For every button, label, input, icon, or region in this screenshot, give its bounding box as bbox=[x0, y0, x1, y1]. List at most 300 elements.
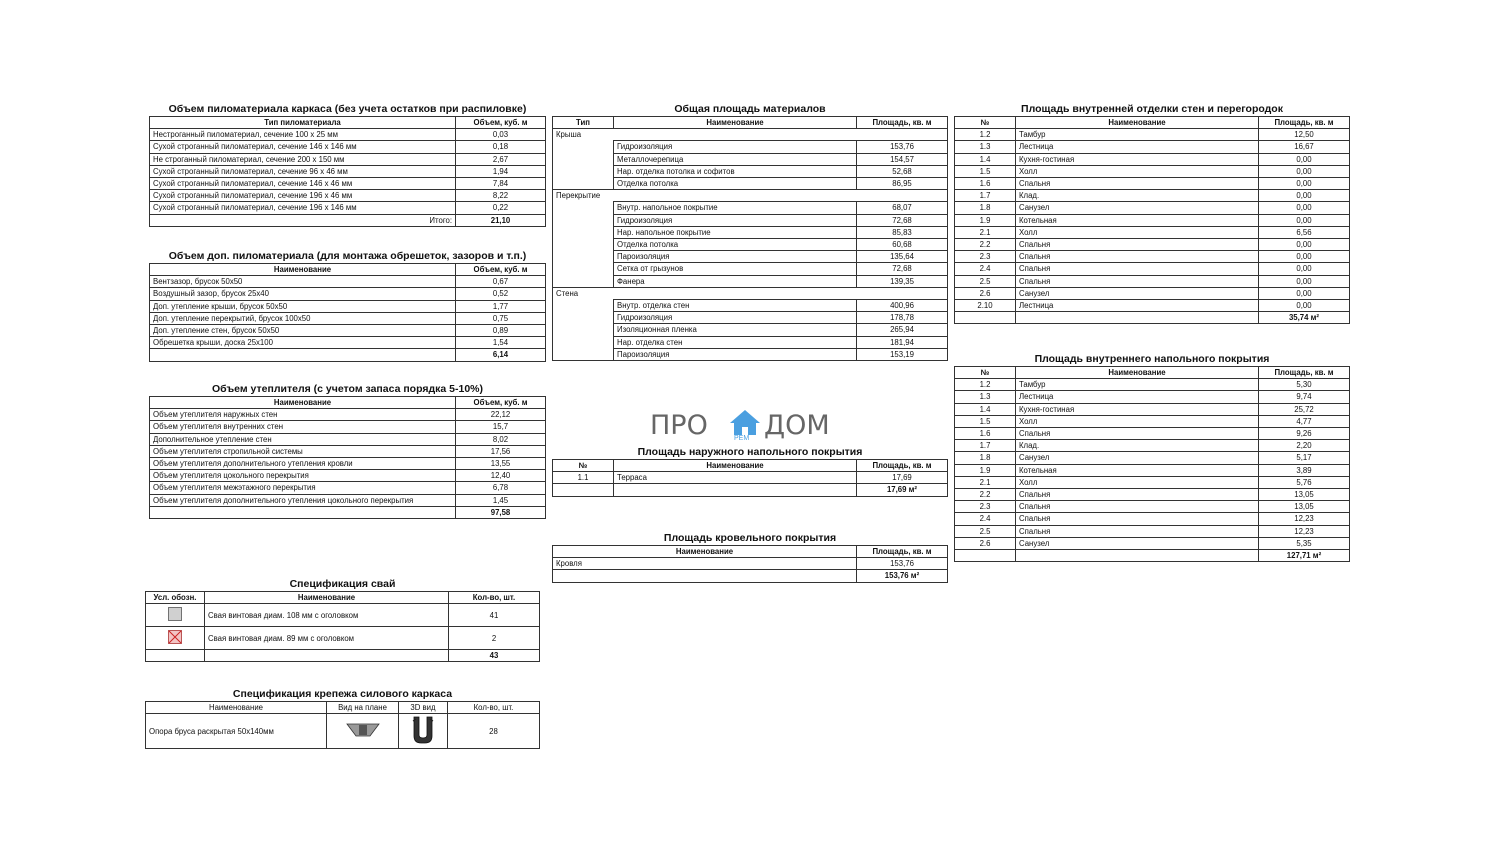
table-row bbox=[150, 288, 546, 300]
pile-qty: 2 bbox=[449, 627, 540, 650]
table-cell bbox=[553, 214, 614, 226]
column-header: 3D вид bbox=[399, 702, 448, 714]
table-cell bbox=[553, 226, 614, 238]
table-row bbox=[150, 337, 546, 349]
pile-name: Свая винтовая диам. 108 мм с оголовком bbox=[205, 604, 449, 627]
table-cell: 3,89 bbox=[1259, 464, 1350, 476]
table-row bbox=[150, 494, 546, 506]
lumber-table bbox=[149, 116, 546, 227]
table-row bbox=[150, 276, 546, 288]
table-row bbox=[955, 525, 1350, 537]
table-row bbox=[150, 129, 546, 141]
table-row bbox=[150, 153, 546, 165]
table-row bbox=[150, 409, 546, 421]
table-cell: Спальня bbox=[1016, 489, 1259, 501]
table-cell: Спальня bbox=[1016, 275, 1259, 287]
table-row bbox=[955, 513, 1350, 525]
table-cell: 265,94 bbox=[857, 324, 948, 336]
table-cell: 2.2 bbox=[955, 489, 1016, 501]
total-row bbox=[553, 484, 948, 496]
column-header: № bbox=[955, 367, 1016, 379]
column-header: Наименование bbox=[150, 397, 456, 409]
column-header: Объем, куб. м bbox=[456, 397, 546, 409]
table-row bbox=[955, 275, 1350, 287]
table-cell: 0,00 bbox=[1259, 239, 1350, 251]
indoor-floor-section bbox=[954, 353, 1350, 562]
table-cell: Объем утеплителя наружных стен bbox=[150, 409, 456, 421]
piles-title: Спецификация свай bbox=[289, 578, 396, 590]
bracket-plan-icon bbox=[346, 723, 380, 737]
table-row bbox=[955, 501, 1350, 513]
table-cell: Клад. bbox=[1016, 440, 1259, 452]
table-cell: 21,10 bbox=[456, 214, 546, 226]
table-cell: 153,76 м² bbox=[857, 570, 948, 582]
table-cell: Внутр. отделка стен bbox=[614, 300, 857, 312]
table-cell: 5,76 bbox=[1259, 476, 1350, 488]
piles-table bbox=[145, 591, 540, 662]
column-header: Наименование bbox=[614, 117, 857, 129]
table-cell: 135,64 bbox=[857, 251, 948, 263]
table-cell: Объем утеплителя цокольного перекрытия bbox=[150, 470, 456, 482]
table-cell: Кровля bbox=[553, 558, 857, 570]
table-cell: Сухой строганный пиломатериал, сечение 146 х 146 мм bbox=[150, 141, 456, 153]
table-cell: 139,35 bbox=[857, 275, 948, 287]
table-cell: Стена bbox=[553, 287, 948, 299]
table-cell: Холл bbox=[1016, 226, 1259, 238]
table-cell: 2,67 bbox=[456, 153, 546, 165]
table-cell bbox=[553, 153, 614, 165]
table-row bbox=[553, 251, 948, 263]
extra-lumber-section bbox=[149, 250, 546, 362]
table-row bbox=[955, 464, 1350, 476]
table-cell bbox=[553, 324, 614, 336]
walls-table bbox=[954, 116, 1350, 324]
table-cell: Спальня bbox=[1016, 525, 1259, 537]
table-row bbox=[955, 287, 1350, 299]
table-cell: 52,68 bbox=[857, 165, 948, 177]
table-cell: Тамбур bbox=[1016, 379, 1259, 391]
table-row bbox=[955, 190, 1350, 202]
table-cell: Нар. напольное покрытие bbox=[614, 226, 857, 238]
table-cell: 0,67 bbox=[456, 276, 546, 288]
table-cell: Лестница bbox=[1016, 391, 1259, 403]
table-cell bbox=[553, 570, 857, 582]
table-cell: 4,77 bbox=[1259, 415, 1350, 427]
table-row bbox=[553, 178, 948, 190]
table-cell: Сухой строганный пиломатериал, сечение 196 х 146 мм bbox=[150, 202, 456, 214]
table-cell: Отделка потолка bbox=[614, 178, 857, 190]
table-cell: Нар. отделка стен bbox=[614, 336, 857, 348]
table-cell: Гидроизоляция bbox=[614, 141, 857, 153]
total-row bbox=[553, 570, 948, 582]
table-cell: 97,58 bbox=[456, 506, 546, 518]
outdoor-floor-section bbox=[552, 446, 948, 497]
group-row bbox=[553, 287, 948, 299]
column-header: Тип bbox=[553, 117, 614, 129]
materials-section bbox=[552, 103, 948, 361]
fasteners-title: Спецификация крепежа силового каркаса bbox=[232, 688, 453, 700]
group-row bbox=[553, 190, 948, 202]
table-row bbox=[955, 452, 1350, 464]
indoor-floor-table bbox=[954, 366, 1350, 562]
table-row bbox=[955, 415, 1350, 427]
table-cell: Фанера bbox=[614, 275, 857, 287]
table-cell: Нар. отделка потолка и софитов bbox=[614, 165, 857, 177]
column-header: Площадь, кв. м bbox=[857, 117, 948, 129]
table-cell: Крыша bbox=[553, 129, 948, 141]
table-cell: 0,00 bbox=[1259, 251, 1350, 263]
table-cell: 8,22 bbox=[456, 190, 546, 202]
table-cell: 1.4 bbox=[955, 153, 1016, 165]
lumber-title: Объем пиломатериала каркаса (без учета остатков при распиловке) bbox=[168, 103, 527, 115]
table-cell: 0,03 bbox=[456, 129, 546, 141]
table-cell: 2.6 bbox=[955, 537, 1016, 549]
column-header: Тип пиломатериала bbox=[150, 117, 456, 129]
table-cell: 0,00 bbox=[1259, 275, 1350, 287]
table-cell: 2.6 bbox=[955, 287, 1016, 299]
table-cell: 8,02 bbox=[456, 433, 546, 445]
table-cell: 2.5 bbox=[955, 525, 1016, 537]
table-cell: Доп. утепление крыши, брусок 50х50 bbox=[150, 300, 456, 312]
table-row bbox=[955, 153, 1350, 165]
insulation-title: Объем утеплителя (с учетом запаса порядка 5-10%) bbox=[211, 383, 484, 395]
pile-89-symbol-icon bbox=[168, 630, 182, 644]
table-cell bbox=[553, 165, 614, 177]
svg-text:ПРО: ПРО bbox=[650, 410, 708, 441]
table-row bbox=[146, 627, 540, 650]
table-row bbox=[955, 263, 1350, 275]
table-row bbox=[955, 129, 1350, 141]
table-cell: Холл bbox=[1016, 476, 1259, 488]
table-cell: Котельная bbox=[1016, 464, 1259, 476]
table-cell: Нестроганный пиломатериал, сечение 100 х 25 мм bbox=[150, 129, 456, 141]
table-cell: Терраса bbox=[614, 472, 857, 484]
table-cell: 2.4 bbox=[955, 263, 1016, 275]
table-cell bbox=[1016, 550, 1259, 562]
table-cell: 2.2 bbox=[955, 239, 1016, 251]
table-cell: 1,94 bbox=[456, 165, 546, 177]
table-cell: 1.6 bbox=[955, 178, 1016, 190]
table-cell: Спальня bbox=[1016, 263, 1259, 275]
table-cell: 12,40 bbox=[456, 470, 546, 482]
outdoor-floor-table bbox=[552, 459, 948, 497]
table-cell: Тамбур bbox=[1016, 129, 1259, 141]
table-cell: 72,68 bbox=[857, 263, 948, 275]
pile-qty: 41 bbox=[449, 604, 540, 627]
roofing-section bbox=[552, 532, 948, 583]
table-cell: 2.3 bbox=[955, 251, 1016, 263]
table-cell: 86,95 bbox=[857, 178, 948, 190]
table-cell: 9,74 bbox=[1259, 391, 1350, 403]
fastener-name: Опора бруса раскрытая 50х140мм bbox=[146, 714, 327, 749]
column-header: Наименование bbox=[1016, 367, 1259, 379]
table-cell: 12,23 bbox=[1259, 513, 1350, 525]
table-cell: 181,94 bbox=[857, 336, 948, 348]
column-header: Объем, куб. м bbox=[456, 264, 546, 276]
lumber-section bbox=[149, 103, 546, 227]
table-cell bbox=[553, 348, 614, 360]
fastener-qty: 28 bbox=[448, 714, 540, 749]
table-cell: Лестница bbox=[1016, 141, 1259, 153]
roofing-table bbox=[552, 545, 948, 583]
table-cell: 35,74 м² bbox=[1259, 312, 1350, 324]
walls-section bbox=[954, 103, 1350, 324]
table-cell: 400,96 bbox=[857, 300, 948, 312]
table-cell: 5,30 bbox=[1259, 379, 1350, 391]
table-cell: Сухой строганный пиломатериал, сечение 96 х 46 мм bbox=[150, 165, 456, 177]
table-cell: Лестница bbox=[1016, 300, 1259, 312]
svg-text:ДОМ: ДОМ bbox=[764, 410, 830, 441]
table-cell: 178,78 bbox=[857, 312, 948, 324]
column-header: Наименование bbox=[150, 264, 456, 276]
table-cell: 13,55 bbox=[456, 458, 546, 470]
column-header: Объем, куб. м bbox=[456, 117, 546, 129]
pile-name: Свая винтовая диам. 89 мм с оголовком bbox=[205, 627, 449, 650]
fasteners-table bbox=[145, 701, 540, 749]
table-cell: Воздушный зазор, брусок 25х40 bbox=[150, 288, 456, 300]
table-cell: 60,68 bbox=[857, 239, 948, 251]
group-row bbox=[553, 129, 948, 141]
table-cell: Кухня-гостиная bbox=[1016, 403, 1259, 415]
table-row bbox=[553, 153, 948, 165]
column-header: № bbox=[955, 117, 1016, 129]
fasteners-section bbox=[145, 688, 540, 749]
table-cell: Отделка потолка bbox=[614, 239, 857, 251]
column-header: Площадь, кв. м bbox=[1259, 367, 1350, 379]
outdoor-floor-title: Площадь наружного напольного покрытия bbox=[637, 446, 863, 458]
table-cell: 1,77 bbox=[456, 300, 546, 312]
table-cell bbox=[150, 349, 456, 361]
table-cell: Спальня bbox=[1016, 501, 1259, 513]
piles-total: 43 bbox=[449, 650, 540, 662]
table-cell: Пароизоляция bbox=[614, 348, 857, 360]
table-row bbox=[955, 440, 1350, 452]
table-row bbox=[553, 263, 948, 275]
table-cell bbox=[553, 141, 614, 153]
table-cell: 0,18 bbox=[456, 141, 546, 153]
table-cell: Обрешетка крыши, доска 25х100 bbox=[150, 337, 456, 349]
table-row bbox=[955, 489, 1350, 501]
table-cell: Холл bbox=[1016, 415, 1259, 427]
table-cell: 12,23 bbox=[1259, 525, 1350, 537]
table-row bbox=[955, 239, 1350, 251]
table-row bbox=[150, 325, 546, 337]
table-cell: Санузел bbox=[1016, 287, 1259, 299]
table-cell bbox=[614, 484, 857, 496]
table-cell: Сухой строганный пиломатериал, сечение 146 х 46 мм bbox=[150, 178, 456, 190]
table-cell: 6,14 bbox=[456, 349, 546, 361]
column-header: Кол-во, шт. bbox=[448, 702, 540, 714]
table-cell bbox=[955, 312, 1016, 324]
table-row bbox=[553, 312, 948, 324]
table-row bbox=[150, 433, 546, 445]
table-cell: Пароизоляция bbox=[614, 251, 857, 263]
table-cell: 12,50 bbox=[1259, 129, 1350, 141]
table-cell: Объем утеплителя стропильной системы bbox=[150, 445, 456, 457]
table-cell: 72,68 bbox=[857, 214, 948, 226]
table-cell bbox=[553, 251, 614, 263]
table-row bbox=[955, 141, 1350, 153]
table-cell: 153,19 bbox=[857, 348, 948, 360]
table-cell: Санузел bbox=[1016, 452, 1259, 464]
table-cell bbox=[150, 506, 456, 518]
table-row bbox=[553, 472, 948, 484]
table-row bbox=[955, 251, 1350, 263]
table-cell: 2,20 bbox=[1259, 440, 1350, 452]
table-cell: 2.1 bbox=[955, 226, 1016, 238]
total-row bbox=[146, 650, 540, 662]
table-row bbox=[955, 226, 1350, 238]
table-cell: 2.4 bbox=[955, 513, 1016, 525]
table-cell: Объем утеплителя дополнительного утепления цокольного перекрытия bbox=[150, 494, 456, 506]
table-cell: 2.3 bbox=[955, 501, 1016, 513]
table-row bbox=[553, 558, 948, 570]
table-cell: 7,84 bbox=[456, 178, 546, 190]
table-row bbox=[150, 300, 546, 312]
table-cell bbox=[553, 178, 614, 190]
table-cell: 0,00 bbox=[1259, 190, 1350, 202]
table-cell: Не строганный пиломатериал, сечение 200 х 150 мм bbox=[150, 153, 456, 165]
logo-sub: РЕМ bbox=[734, 435, 750, 442]
table-cell: 0,00 bbox=[1259, 153, 1350, 165]
table-row bbox=[150, 312, 546, 324]
table-cell: 0,00 bbox=[1259, 300, 1350, 312]
table-cell: 1.8 bbox=[955, 202, 1016, 214]
table-row bbox=[955, 476, 1350, 488]
table-cell: Перекрытие bbox=[553, 190, 948, 202]
column-header: Площадь, кв. м bbox=[857, 546, 948, 558]
column-header: Кол-во, шт. bbox=[449, 592, 540, 604]
table-row bbox=[150, 458, 546, 470]
table-cell: Объем утеплителя межэтажного перекрытия bbox=[150, 482, 456, 494]
table-cell: 68,07 bbox=[857, 202, 948, 214]
column-header: Вид на плане bbox=[327, 702, 399, 714]
table-cell: 0,00 bbox=[1259, 214, 1350, 226]
table-cell: 22,12 bbox=[456, 409, 546, 421]
extra-lumber-table bbox=[149, 263, 546, 362]
table-cell: Итого: bbox=[150, 214, 456, 226]
table-row bbox=[955, 379, 1350, 391]
symbol-cell bbox=[146, 627, 205, 650]
table-cell: 1,54 bbox=[456, 337, 546, 349]
table-cell: 1.7 bbox=[955, 190, 1016, 202]
table-cell: 0,00 bbox=[1259, 202, 1350, 214]
table-cell: 0,22 bbox=[456, 202, 546, 214]
table-row bbox=[553, 214, 948, 226]
table-cell: Сухой строганный пиломатериал, сечение 196 х 46 мм bbox=[150, 190, 456, 202]
table-cell bbox=[553, 484, 614, 496]
roofing-title: Площадь кровельного покрытия bbox=[663, 532, 837, 544]
table-cell: Клад. bbox=[1016, 190, 1259, 202]
table-row bbox=[150, 165, 546, 177]
column-header: Площадь, кв. м bbox=[1259, 117, 1350, 129]
table-cell: 1.5 bbox=[955, 165, 1016, 177]
table-cell: 0,00 bbox=[1259, 178, 1350, 190]
table-row bbox=[553, 165, 948, 177]
table-cell: 153,76 bbox=[857, 141, 948, 153]
table-row bbox=[150, 190, 546, 202]
table-cell: Объем утеплителя внутренних стен bbox=[150, 421, 456, 433]
table-cell: Спальня bbox=[1016, 251, 1259, 263]
bracket-3d-icon bbox=[411, 716, 435, 744]
table-cell: 5,17 bbox=[1259, 452, 1350, 464]
table-cell: 17,56 bbox=[456, 445, 546, 457]
table-cell: Изоляционная пленка bbox=[614, 324, 857, 336]
table-row bbox=[553, 336, 948, 348]
table-row bbox=[553, 348, 948, 360]
table-cell: Доп. утепление перекрытий, брусок 100х50 bbox=[150, 312, 456, 324]
table-cell: Металлочерепица bbox=[614, 153, 857, 165]
table-cell: 17,69 bbox=[857, 472, 948, 484]
table-cell: 0,00 bbox=[1259, 263, 1350, 275]
extra-lumber-title: Объем доп. пиломатериала (для монтажа обрешеток, зазоров и т.п.) bbox=[168, 250, 527, 262]
total-row bbox=[150, 506, 546, 518]
table-cell: Санузел bbox=[1016, 202, 1259, 214]
table-cell bbox=[553, 239, 614, 251]
insulation-table bbox=[149, 396, 546, 519]
column-header: Наименование bbox=[1016, 117, 1259, 129]
table-row bbox=[146, 714, 540, 749]
total-row bbox=[150, 214, 546, 226]
piles-section bbox=[145, 578, 540, 662]
pile-108-symbol-icon bbox=[168, 607, 182, 621]
table-cell: 5,35 bbox=[1259, 537, 1350, 549]
table-cell: 85,83 bbox=[857, 226, 948, 238]
table-cell: 1.9 bbox=[955, 214, 1016, 226]
table-row bbox=[553, 300, 948, 312]
table-cell: 2.5 bbox=[955, 275, 1016, 287]
table-cell: 13,05 bbox=[1259, 489, 1350, 501]
table-cell: 153,76 bbox=[857, 558, 948, 570]
table-cell: 154,57 bbox=[857, 153, 948, 165]
table-row bbox=[150, 445, 546, 457]
table-cell: 0,75 bbox=[456, 312, 546, 324]
table-row bbox=[553, 275, 948, 287]
3d-view-cell bbox=[399, 714, 448, 749]
table-cell bbox=[553, 275, 614, 287]
column-header: Усл. обозн. bbox=[146, 592, 205, 604]
table-row bbox=[955, 214, 1350, 226]
table-cell: 13,05 bbox=[1259, 501, 1350, 513]
table-cell: Спальня bbox=[1016, 513, 1259, 525]
table-row bbox=[955, 403, 1350, 415]
table-cell bbox=[553, 336, 614, 348]
walls-title: Площадь внутренней отделки стен и перегородок bbox=[1021, 103, 1283, 115]
plan-view-cell bbox=[327, 714, 399, 749]
table-row bbox=[150, 178, 546, 190]
table-cell: 1.9 bbox=[955, 464, 1016, 476]
table-cell: Спальня bbox=[1016, 239, 1259, 251]
indoor-floor-title: Площадь внутреннего напольного покрытия bbox=[1034, 353, 1270, 365]
table-cell: 1.6 bbox=[955, 428, 1016, 440]
column-header: Наименование bbox=[614, 460, 857, 472]
table-row bbox=[146, 604, 540, 627]
table-cell: 0,00 bbox=[1259, 287, 1350, 299]
table-cell: 1.1 bbox=[553, 472, 614, 484]
table-cell bbox=[553, 312, 614, 324]
table-cell: 1.5 bbox=[955, 415, 1016, 427]
table-row bbox=[553, 239, 948, 251]
table-cell bbox=[553, 263, 614, 275]
symbol-cell bbox=[146, 604, 205, 627]
table-cell: Внутр. напольное покрытие bbox=[614, 202, 857, 214]
pro-dom-logo bbox=[650, 405, 850, 445]
table-cell: Дополнительное утепление стен bbox=[150, 433, 456, 445]
materials-title: Общая площадь материалов bbox=[674, 103, 826, 115]
table-row bbox=[150, 482, 546, 494]
table-cell: Кухня-гостиная bbox=[1016, 153, 1259, 165]
column-header: Наименование bbox=[553, 546, 857, 558]
